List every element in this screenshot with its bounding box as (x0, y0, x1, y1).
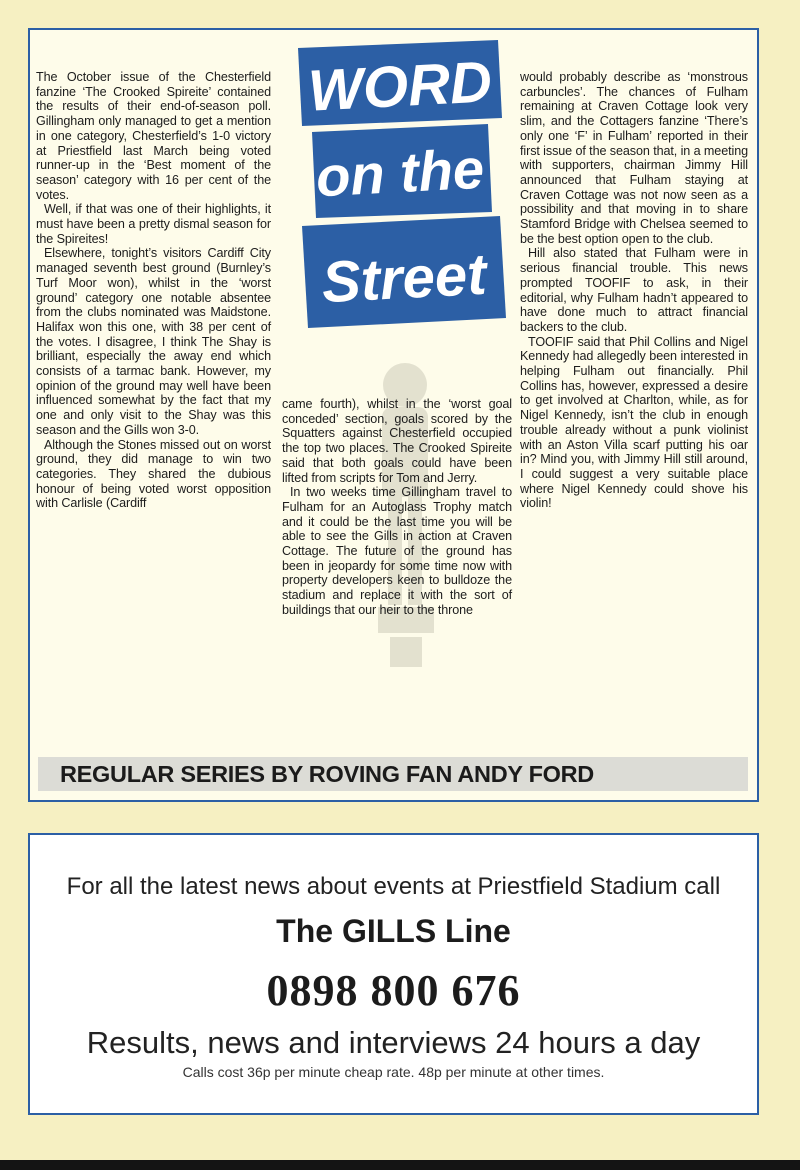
article-panel (28, 28, 759, 802)
word-on-the-street-banner (288, 40, 510, 328)
advert-intro: For all the latest news about events at Priestfield Stadium call (66, 873, 721, 900)
advert-service-name: The GILLS Line (276, 913, 511, 949)
paragraph: Hill also stated that Fulham were in serious financial trouble. This news prompted TOOFIF to ask, in their editorial, why Fulham hadn’t appeared to have done much to attract financial backers to the club. (520, 246, 748, 334)
paragraph: In two weeks time Gillingham travel to Fulham for an Autoglass Trophy match and it could be the last time you will be able to see the Gills in action at Craven Cottage. The future of the ground has been in jeopardy for some time now with property developers keen to bulldoze the stadium and replace it with the sort of buildings that our heir to the throne (282, 485, 512, 617)
paragraph: would probably describe as ‘monstrous carbuncles’. The chances of Fulham remaining at Craven Cottage look very slim, and the Cottagers fanzine ‘There’s only one ‘F’ in Fulham’ reported in their first issue of the season that, in a meeting with supporters, chairman Jimmy Hill announced that Fulham staying at Craven Cottage was not now seen as a possibility and that moving in to share Stamford Bridge with Chelsea seemed to be the best option open to the club. (520, 70, 749, 246)
paragraph: Although the Stones missed out on worst ground, they did manage to win two categories. They shared the dubious honour of being voted worst opposition with Carlisle (Cardiff (36, 437, 271, 511)
gills-line-advert (28, 833, 759, 1115)
article-column-1 (36, 70, 271, 511)
banner-street: Street (320, 241, 488, 316)
advert-tagline: Results, news and interviews 24 hours a day (86, 1025, 701, 1060)
banner-on-the: on the (314, 136, 486, 209)
article-column-2 (282, 397, 512, 618)
page-bottom-edge (0, 1160, 800, 1170)
paragraph: Elsewhere, tonight’s visitors Cardiff City managed seventh best ground (Burnley’s Turf Moor won), whilst in the ‘worst ground’ category one notable absentee from the clubs nominated was Maidstone. Halifax won this one, with 38 per cent of the votes. I disagree, I think The Shay is brilliant, especially the away end which consists of a tarmac bank. However, my opinion of the ground may well have been influenced somewhat by the fact that my one and only visit to the Shay was this season and the Gills won 3-0. (36, 246, 271, 437)
paragraph: The October issue of the Chesterfield fanzine ‘The Crooked Spireite’ contained the results of their end-of-season poll. Gillingham only managed to get a mention in one category, Chesterfield’s 1-0 victory at Priestfield last March being voted runner-up in the ‘Best moment of the season’ category with 16 per cent of the votes. (36, 70, 271, 202)
paragraph: came fourth), whilst in the ‘worst goal conceded’ section, goals scored by the Squatters against Chesterfield occupied the top two places. The Crooked Spireite said that both goals could have been lifted from scripts for Tom and Jerry. (282, 397, 512, 485)
paragraph: TOOFIF said that Phil Collins and Nigel Kennedy had allegedly been interested in helping Fulham out financially. Phil Collins has, however, expressed a desire to get involved at Charlton, while, as for Nigel Kennedy, isn’t the club in enough trouble already without a punk violinist with an Aston Villa scarf putting his oar in? Mind you, with Jimmy Hill still around, I could suggest a very suitable place where Nigel Kennedy could shove his violin! (520, 334, 748, 511)
byline-text: REGULAR SERIES BY ROVING FAN ANDY FORD (60, 761, 594, 787)
paragraph: Well, if that was one of their highlights, it must have been a pretty dismal season for the Spireites! (36, 202, 271, 246)
advert-call-rates: Calls cost 36p per minute cheap rate. 48p per minute at other times. (182, 1064, 605, 1080)
byline-bar (38, 757, 748, 791)
advert-phone-number: 0898 800 676 (266, 966, 521, 1015)
banner-word: WORD (306, 49, 494, 124)
article-column-3 (520, 70, 748, 511)
